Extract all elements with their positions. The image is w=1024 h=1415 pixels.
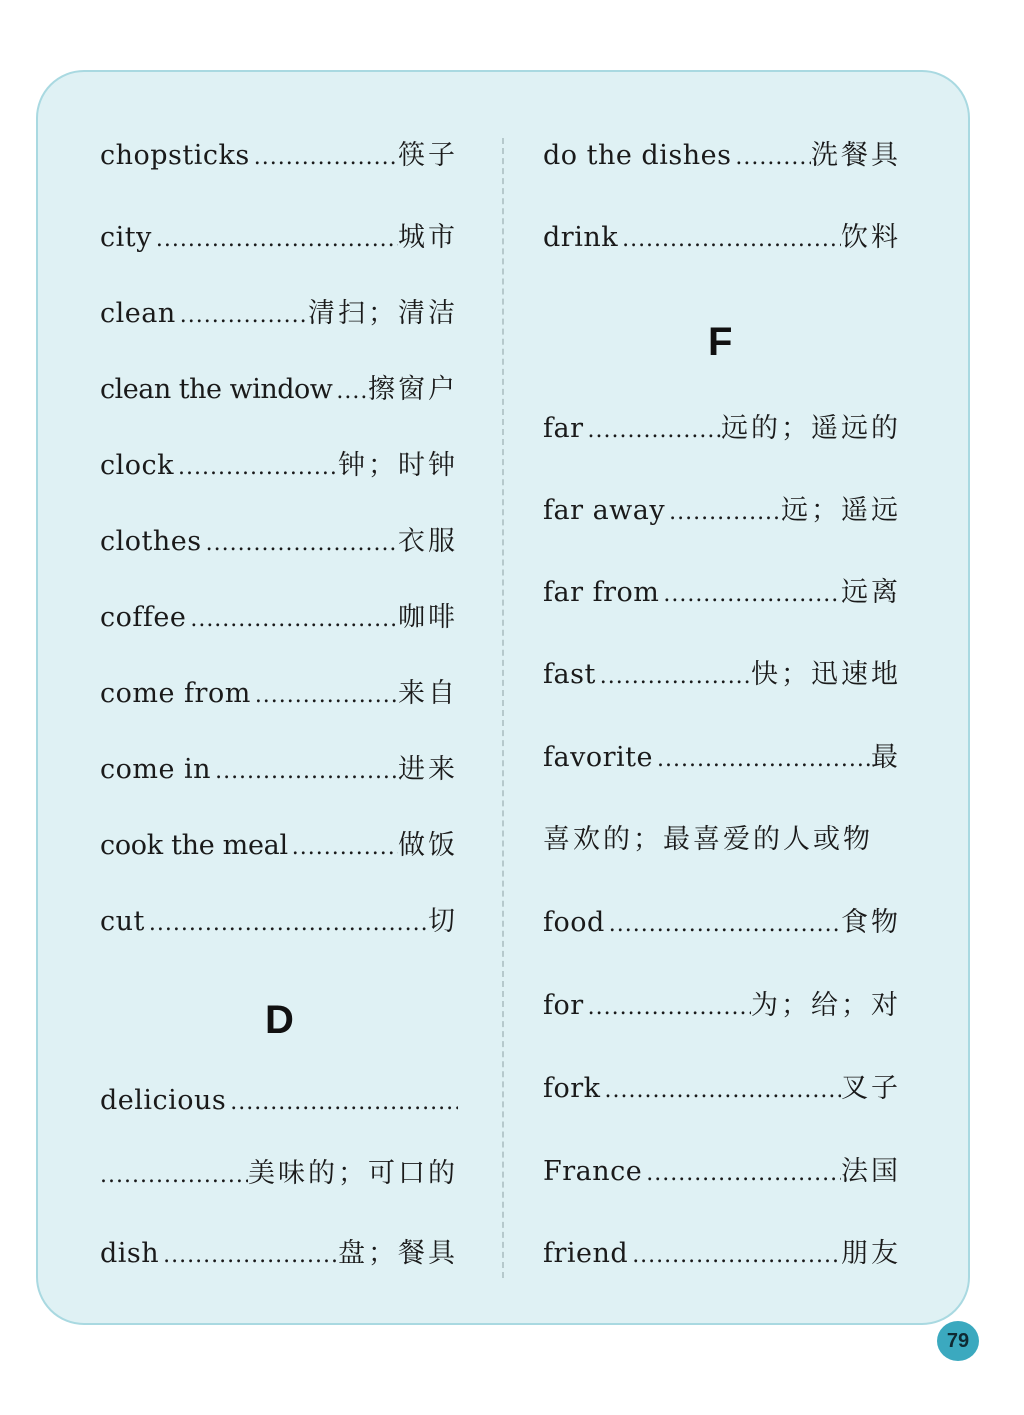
leader-dots: [159, 1238, 338, 1274]
chinese-meaning: 盘；餐具: [338, 1238, 458, 1269]
leader-dots: [601, 1073, 841, 1109]
chinese-meaning: 法国: [841, 1156, 901, 1187]
leader-dots: [596, 659, 751, 695]
glossary-entry: [543, 740, 901, 776]
english-term: clean the window: [100, 374, 333, 405]
chinese-meaning: 钟；时钟: [338, 450, 458, 481]
leader-dots: [628, 1238, 841, 1274]
english-term: favorite: [543, 742, 653, 773]
glossary-entry: [100, 1236, 458, 1272]
english-term: clock: [100, 450, 174, 481]
glossary-entry: [543, 1236, 901, 1272]
english-term: fast: [543, 659, 596, 690]
section-letter-f: F: [708, 320, 733, 364]
glossary-entry: [100, 1083, 458, 1119]
leader-dots: [250, 140, 398, 176]
leader-dots: [659, 577, 841, 613]
chinese-meaning: 筷子: [398, 140, 458, 171]
english-term: come in: [100, 754, 212, 785]
glossary-entry: [543, 411, 901, 447]
chinese-meaning: 切: [428, 906, 458, 937]
chinese-meaning: 美味的；可口的: [248, 1158, 458, 1189]
chinese-meaning: 快；迅速地: [751, 659, 901, 690]
english-term: cut: [100, 906, 145, 937]
leader-dots: [186, 602, 398, 638]
leader-dots: [251, 678, 398, 714]
english-term: city: [100, 222, 152, 253]
leader-dots: [653, 742, 871, 778]
leader-dots: [176, 298, 308, 334]
english-term: far from: [543, 577, 660, 608]
leader-dots: [174, 450, 338, 486]
chinese-meaning: 来自: [398, 678, 458, 709]
english-term: coffee: [100, 602, 187, 633]
chinese-meaning: 朋友: [841, 1238, 901, 1269]
chinese-meaning: 进来: [398, 754, 458, 785]
english-term: clean: [100, 298, 176, 329]
english-term: chopsticks: [100, 140, 250, 171]
leader-dots: [288, 830, 398, 866]
english-term: drink: [543, 222, 619, 253]
glossary-entry: [543, 905, 901, 941]
glossary-entry: [100, 524, 458, 560]
chinese-meaning: 咖啡: [398, 602, 458, 633]
chinese-meaning: 食物: [841, 907, 901, 938]
leader-dots: [731, 140, 811, 176]
section-letter-d: D: [265, 998, 294, 1042]
leader-dots: [618, 222, 841, 258]
leader-dots: [584, 413, 722, 449]
chinese-meaning: 叉子: [841, 1073, 901, 1104]
glossary-entry: [100, 138, 458, 174]
leader-dots: [100, 1158, 248, 1194]
glossary-entry: [543, 575, 901, 611]
leader-dots: [584, 990, 751, 1026]
leader-dots: [665, 495, 781, 531]
chinese-meaning: 洗餐具: [811, 140, 901, 171]
glossary-entry: [543, 138, 901, 174]
glossary-entry: [100, 828, 458, 864]
glossary-entry: [100, 600, 458, 636]
column-divider: [502, 138, 504, 1278]
chinese-meaning-continued: 喜欢的；最喜爱的人或物: [543, 824, 873, 855]
glossary-entry: [100, 676, 458, 712]
english-term: delicious: [100, 1085, 227, 1116]
leader-dots: [642, 1156, 841, 1192]
glossary-entry: [100, 904, 458, 940]
english-term: dish: [100, 1238, 160, 1269]
leader-dots: [211, 754, 398, 790]
glossary-entry: [543, 1071, 901, 1107]
english-term: cook the meal: [100, 830, 288, 861]
english-term: fork: [543, 1073, 601, 1104]
leader-dots: [152, 222, 398, 258]
chinese-meaning: 远；遥远: [781, 495, 901, 526]
english-term: food: [543, 907, 605, 938]
leader-dots: [145, 906, 428, 942]
english-term: France: [543, 1156, 643, 1187]
english-term: do the dishes: [543, 140, 732, 171]
glossary-entry: [100, 220, 458, 256]
chinese-meaning: 饮料: [841, 222, 901, 253]
chinese-meaning: 最: [871, 742, 901, 773]
chinese-meaning: 做饭: [398, 830, 458, 861]
english-term: for: [543, 990, 584, 1021]
leader-dots: [202, 526, 398, 562]
glossary-entry: [100, 296, 458, 332]
chinese-meaning: 远离: [841, 577, 901, 608]
glossary-entry: [543, 988, 901, 1024]
glossary-entry: [100, 752, 458, 788]
english-term: friend: [543, 1238, 629, 1269]
chinese-meaning: 擦窗户: [368, 374, 458, 405]
leader-dots: [332, 374, 368, 410]
glossary-entry: [100, 448, 458, 484]
leader-dots: [605, 907, 841, 943]
english-term: far: [543, 413, 584, 444]
glossary-entry: [543, 1154, 901, 1190]
chinese-meaning: 远的；遥远的: [721, 413, 901, 444]
chinese-meaning: 城市: [398, 222, 458, 253]
chinese-meaning: 为；给；对: [751, 990, 901, 1021]
glossary-entry: [100, 372, 458, 408]
glossary-entry-continued: [100, 1156, 458, 1192]
glossary-entry: [543, 220, 901, 256]
english-term: clothes: [100, 526, 202, 557]
leader-dots: [226, 1085, 458, 1121]
glossary-entry: [543, 657, 901, 693]
chinese-meaning: 衣服: [398, 526, 458, 557]
english-term: far away: [543, 495, 666, 526]
page-number-badge: 79: [937, 1321, 979, 1361]
glossary-entry: [543, 493, 901, 529]
chinese-meaning: 清扫；清洁: [308, 298, 458, 329]
english-term: come from: [100, 678, 251, 709]
